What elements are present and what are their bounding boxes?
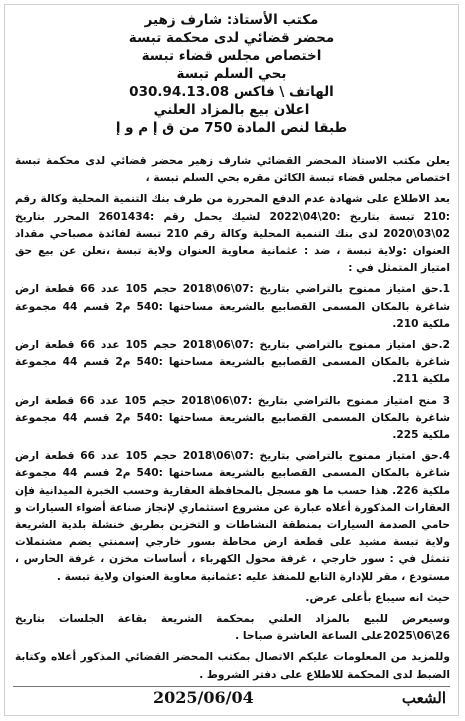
jurisdiction: اختصاص مجلس قضاء تبسة xyxy=(141,48,322,64)
phone-line xyxy=(5,83,458,101)
notice-body xyxy=(15,153,450,688)
office-address: بحي السلم تبسة xyxy=(176,66,287,82)
newspaper-name: الشعب xyxy=(401,689,446,707)
office-name: مكتب الأستاذ: شارف زهير xyxy=(144,12,319,28)
notice-title: اعلان بيع بالمزاد العلني xyxy=(153,102,310,118)
paragraph-item-2: 2.حق امتياز ممنوح بالتراضي بتاريخ :07\06\2018 حجم 105 عدد 66 قطعة ارض شاغرة بالمكان المسمى القصابيع بالشريعة مساحتها :540 م2 قسم 44 مجموعة ملكية 211. xyxy=(15,339,451,386)
paragraph-item-4: 4.حق امتياز ممنوح بالتراضي بتاريخ :07\06\2018 حجم 105 عدد 66 قطعة ارض شاغرة بالمكان المسمى القصابيع بالشريعة مساحتها :540 م2 قسم 44 مجموعة ملكية 226. هذا حسب ما هو مسجل بالمحافظة العقارية وحسب الخبرة الميدانية فإن العقارات المذكورة أعلاه عبارة عن مشروع استثماري لإنجاز صناعة أضواء السيارات و حامي الصدمة السيارات بمنطقة النشاطات و التخزين بطريق خنشلة بلدية الشريعة ولاية تبسة مشيد على قطعة ارض محاطة بسور خارجي إسمنتي يضم مشتملات تتمثل في : سور خارجي ، غرفة محول الكهرباء ، أساسات مخزن ، غرفة الحارس ، مستودع ، مقر للإدارة التابع للمنفذ عليه :عثمانية معاوية العنوان ولاية تبسة . xyxy=(15,450,451,583)
bailiff-title: محضر قضائي لدى محكمة تبسة xyxy=(128,30,335,46)
paragraph-item-3: 3 منح امتياز ممنوح بالتراضي بتاريخ :07\06\2018 حجم 105 عدد 66 قطعة ارض شاغرة بالمكان المسمى القصابيع بالشريعة مساحتها :540 م2 قسم 44 مجموعة ملكية 225. xyxy=(15,394,451,442)
legal-notice-page xyxy=(4,4,459,716)
paragraph-contact: وللمزيد من المعلومات عليكم الاتصال بمكتب المحضر القضائي المذكور أعلاه وكتابة الضبط لدى المحكمة للاطلاع على دفتر الشروط . xyxy=(15,651,450,681)
phone-label: الهاتف \ فاكس xyxy=(233,84,334,100)
footer xyxy=(13,686,450,709)
paragraph-cheque: بعد الاطلاع على شهادة عدم الدفع المحررة من طرف بنك التنمية المحلية وكالة رقم :210 تبسة بتاريخ :20\04\2022 لشيك يحمل رقم :2601434 المحرر بتاريخ 02\03\2020 لدى بنك التنمية المحلية وكالة رقم 210 تبسة لفائدة مصباحي مقداد العنوان :ولاية تبسة ، ضد : عثمانية معاوية العنوان ولاية تبسة ،نعلن عن بيع حق امتياز المتمثل في : xyxy=(15,193,451,275)
paragraph-intro: يعلن مكتب الاستاذ المحضر القضائي شارف زهير محضر قضائي لدى محكمة تبسة اختصاص مجلس قضاء تبسة الكائن مقره بحي السلم تبسة ، xyxy=(15,155,450,185)
legal-reference: طبقا لنص المادة 750 من ق إ م و إ xyxy=(115,120,348,136)
phone-number: 030.94.13.08 xyxy=(129,84,230,100)
paragraph-highest-bid: حيث انه سيباع بأعلى عرض. xyxy=(305,591,450,604)
paragraph-auction-date: وسيعرض للبيع بالمزاد العلني بمحكمة الشريعة بقاعة الجلسات بتاريخ 26\06\2025على الساعة العاشرة صباحا . xyxy=(15,613,450,643)
publication-date: 2025/06/04 xyxy=(153,688,254,707)
paragraph-item-1: 1.حق امتياز ممنوح بالتراضي بتاريخ :07\06\2018 حجم 105 عدد 66 قطعة ارض شاغرة بالمكان المسمى القصابيع بالشريعة مساحتها :540 م2 قسم 44 مجموعة ملكية 210. xyxy=(15,283,451,330)
